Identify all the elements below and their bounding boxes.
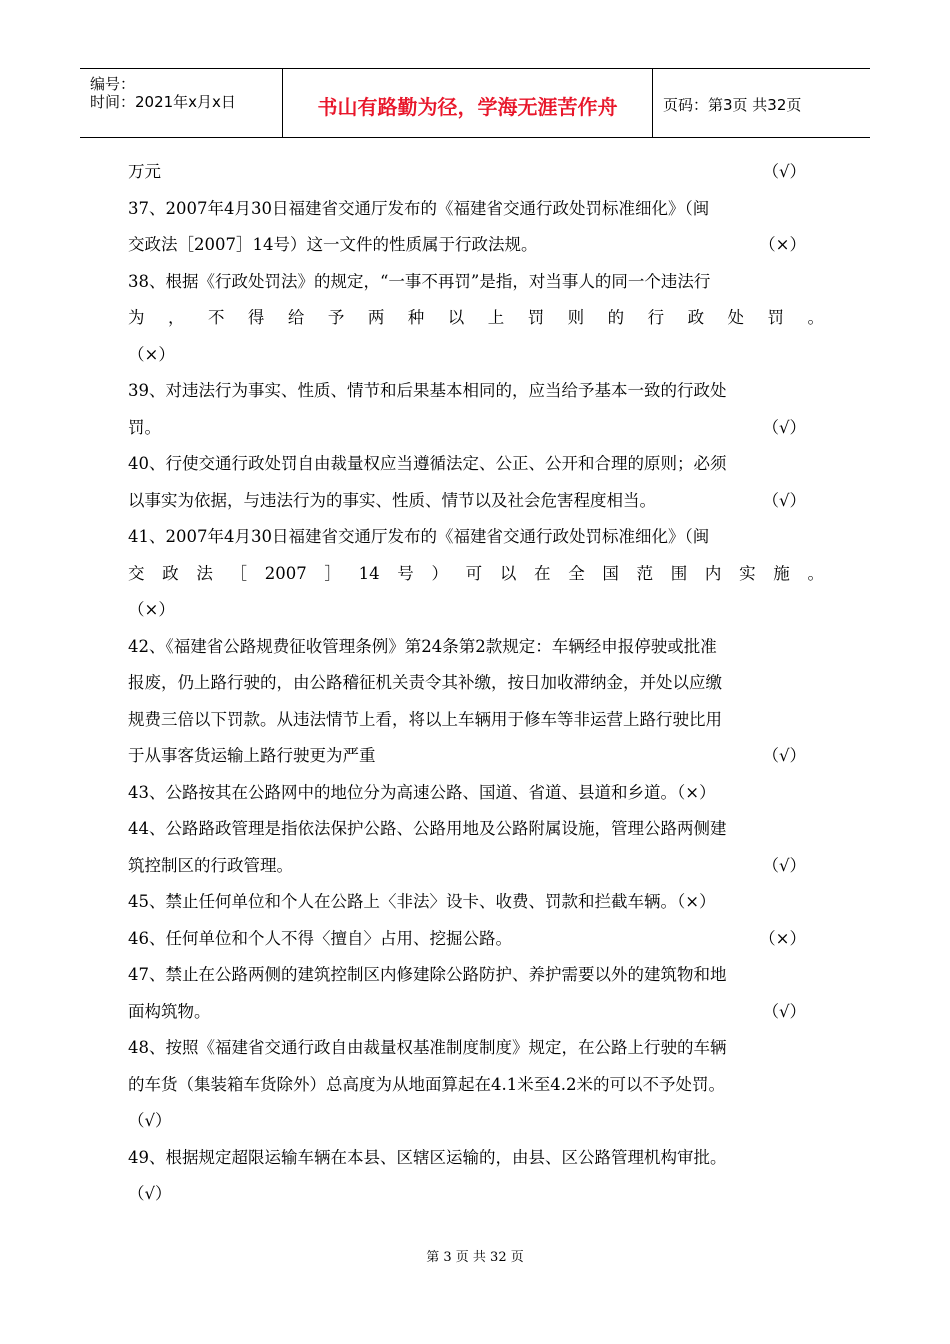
document-number-label: 编号： xyxy=(90,75,136,93)
line-text: 38、根据《行政处罚法》的规定，“一事不再罚”是指，对当事人的同一个违法行 xyxy=(128,271,711,291)
line-text: 规费三倍以下罚款。从违法情节上看，将以上车辆用于修车等非运营上路行驶比用 xyxy=(128,709,722,729)
text-line xyxy=(128,1103,824,1140)
text-line xyxy=(128,1067,824,1104)
text-line xyxy=(128,556,824,593)
line-text: 以事实为依据，与违法行为的事实、性质、情节以及社会危害程度相当。 xyxy=(128,490,656,510)
document-time-label: 时间：2021年x月x日 xyxy=(90,93,236,111)
header-motto-cell xyxy=(283,69,653,137)
line-text: 为，不得给予两种以上罚则的行政处罚。 xyxy=(128,308,824,327)
page-footer: 第 3 页 共 32 页 xyxy=(426,1250,524,1265)
text-line xyxy=(128,373,824,410)
line-text: 37、2007年4月30日福建省交通厅发布的《福建省交通行政处罚标准细化》（闽 xyxy=(128,198,710,218)
header-page-cell xyxy=(653,69,870,137)
text-line xyxy=(128,921,824,958)
text-line xyxy=(128,665,824,702)
header-page-info: 页码：第3页 共32页 xyxy=(663,96,802,114)
answer-mark: （×） xyxy=(759,928,806,948)
document-body xyxy=(128,154,824,1213)
text-line xyxy=(128,410,824,447)
line-text: （√） xyxy=(128,1111,172,1130)
line-text: 交政法［2007］14号）这一文件的性质属于行政法规。 xyxy=(128,235,538,254)
text-line xyxy=(128,629,824,666)
line-text: 43、公路按其在公路网中的地位分为高速公路、国道、省道、县道和乡道。（×） xyxy=(128,782,716,802)
line-text: 42、《福建省公路规费征收管理条例》第24条第2款规定：车辆经申报停驶或批准 xyxy=(128,636,717,656)
line-text: 筑控制区的行政管理。 xyxy=(128,855,293,875)
line-text: 46、任何单位和个人不得〈擅自〉占用、挖掘公路。 xyxy=(128,928,512,948)
text-line xyxy=(128,994,824,1031)
text-line xyxy=(128,848,824,885)
line-text: 交政法［2007］14号）可以在全国范围内实施。 xyxy=(128,563,824,583)
text-line xyxy=(128,337,824,374)
line-text: （×） xyxy=(128,344,175,364)
text-line xyxy=(128,483,824,520)
line-text: 48、按照《福建省交通行政自由裁量权基准制度制度》规定，在公路上行驶的车辆 xyxy=(128,1038,727,1057)
answer-mark: （√） xyxy=(762,490,806,510)
answer-mark: （√） xyxy=(762,162,806,181)
line-text: 45、禁止任何单位和个人在公路上〈非法〉设卡、收费、罚款和拦截车辆。（×） xyxy=(128,892,716,911)
text-line xyxy=(128,738,824,775)
line-text: 47、禁止在公路两侧的建筑控制区内修建除公路防护、养护需要以外的建筑物和地 xyxy=(128,965,727,984)
line-text: （√） xyxy=(128,1184,172,1203)
answer-mark: （√） xyxy=(762,746,806,765)
page-header xyxy=(80,68,870,138)
line-text: 万元 xyxy=(128,162,161,181)
text-line xyxy=(128,884,824,921)
text-line xyxy=(128,446,824,483)
line-text: 罚。 xyxy=(128,417,161,437)
line-text: 面构筑物。 xyxy=(128,1001,211,1021)
text-line xyxy=(128,154,824,191)
text-line xyxy=(128,1140,824,1177)
text-line xyxy=(128,191,824,228)
header-motto: 书山有路勤为径，学海无涯苦作舟 xyxy=(317,95,618,119)
answer-mark: （√） xyxy=(762,417,806,437)
answer-mark: （×） xyxy=(759,235,806,254)
text-line xyxy=(128,957,824,994)
line-text: 40、行使交通行政处罚自由裁量权应当遵循法定、公正、公开和合理的原则；必须 xyxy=(128,454,727,473)
line-text: 49、根据规定超限运输车辆在本县、区辖区运输的，由县、区公路管理机构审批。 xyxy=(128,1147,727,1167)
text-line xyxy=(128,227,824,264)
text-line xyxy=(128,775,824,812)
answer-mark: （√） xyxy=(762,855,806,875)
answer-mark: （√） xyxy=(762,1001,806,1021)
line-text: 的车货（集装箱车货除外）总高度为从地面算起在4.1米至4.2米的可以不予处罚。 xyxy=(128,1074,725,1094)
text-line xyxy=(128,519,824,556)
line-text: 39、对违法行为事实、性质、情节和后果基本相同的，应当给予基本一致的行政处 xyxy=(128,381,727,400)
text-line xyxy=(128,702,824,739)
line-text: （×） xyxy=(128,600,175,619)
line-text: 41、2007年4月30日福建省交通厅发布的《福建省交通行政处罚标准细化》（闽 xyxy=(128,527,710,546)
text-line xyxy=(128,592,824,629)
line-text: 于从事客货运输上路行驶更为严重 xyxy=(128,746,376,765)
line-text: 报废，仍上路行驶的，由公路稽征机关责令其补缴，按日加收滞纳金，并处以应缴 xyxy=(128,673,722,692)
text-line xyxy=(128,1030,824,1067)
header-meta-cell xyxy=(80,69,283,137)
text-line xyxy=(128,300,824,337)
text-line xyxy=(128,811,824,848)
line-text: 44、公路路政管理是指依法保护公路、公路用地及公路附属设施，管理公路两侧建 xyxy=(128,819,727,838)
text-line xyxy=(128,1176,824,1213)
text-line xyxy=(128,264,824,301)
